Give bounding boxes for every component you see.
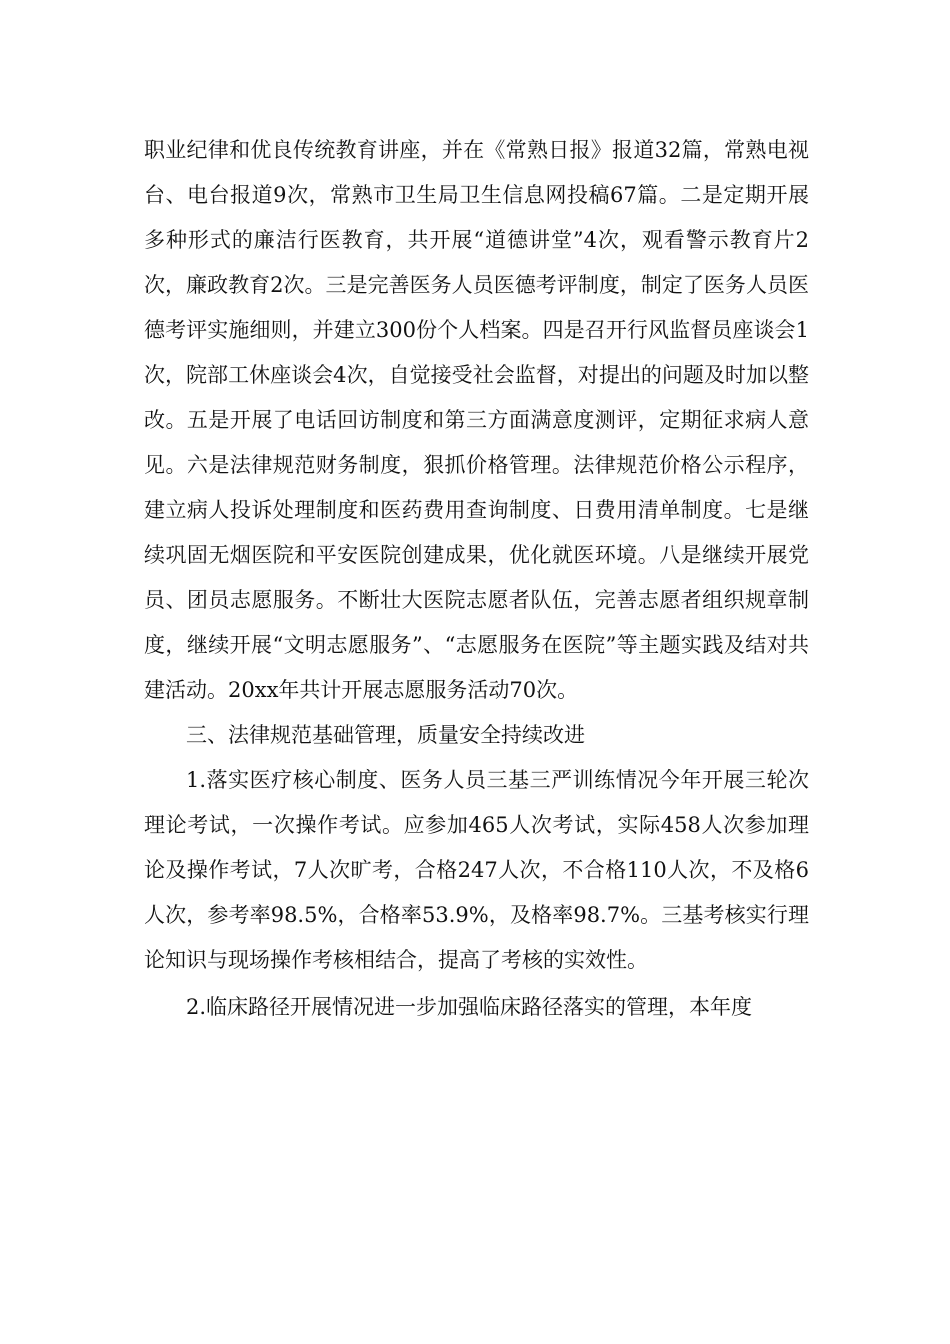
section-heading-three: 三、法律规范基础管理，质量安全持续改进 <box>186 723 585 747</box>
body-paragraph-continuation: 职业纪律和优良传统教育讲座，并在《常熟日报》报道32篇，常熟电视台、电台报道9次，常熟市卫生局卫生信息网投稿67篇。二是定期开展多种形式的廉洁行医教育，共开展“道德讲堂”4次，观看警示教育片2次，廉政教育2次。三是完善医务人员医德考评制度，制定了医务人员医德考评实施细则，并建立300份个人档案。四是召开行风监督员座谈会1次，院部工休座谈会4次，自觉接受社会监督，对提出的问题及时加以整改。五是开展了电话回访制度和第三方面满意度测评，定期征求病人意见。六是法律规范财务制度，狠抓价格管理。法律规范价格公示程序，建立病人投诉处理制度和医药费用查询制度、日费用清单制度。七是继续巩固无烟医院和平安医院创建成果，优化就医环境。八是继续开展党员、团员志愿服务。不断壮大医院志愿者队伍，完善志愿者组织规章制度，继续开展“文明志愿服务”、“志愿服务在医院”等主题实践及结对共建活动。20xx年共计开展志愿服务活动70次。 <box>144 138 809 702</box>
body-paragraph-item-1: 1.落实医疗核心制度、医务人员三基三严训练情况今年开展三轮次理论考试，一次操作考试。应参加465人次考试，实际458人次参加理论及操作考试，7人次旷考，合格247人次，不合格110人次，不及格6人次，参考率98.5%，合格率53.9%，及格率98.7%。三基考核实行理论知识与现场操作考核相结合，提高了考核的实效性。 <box>144 768 809 972</box>
body-paragraph-item-2: 2.临床路径开展情况进一步加强临床路径落实的管理，本年度 <box>186 995 753 1019</box>
document-body <box>144 128 809 1030</box>
